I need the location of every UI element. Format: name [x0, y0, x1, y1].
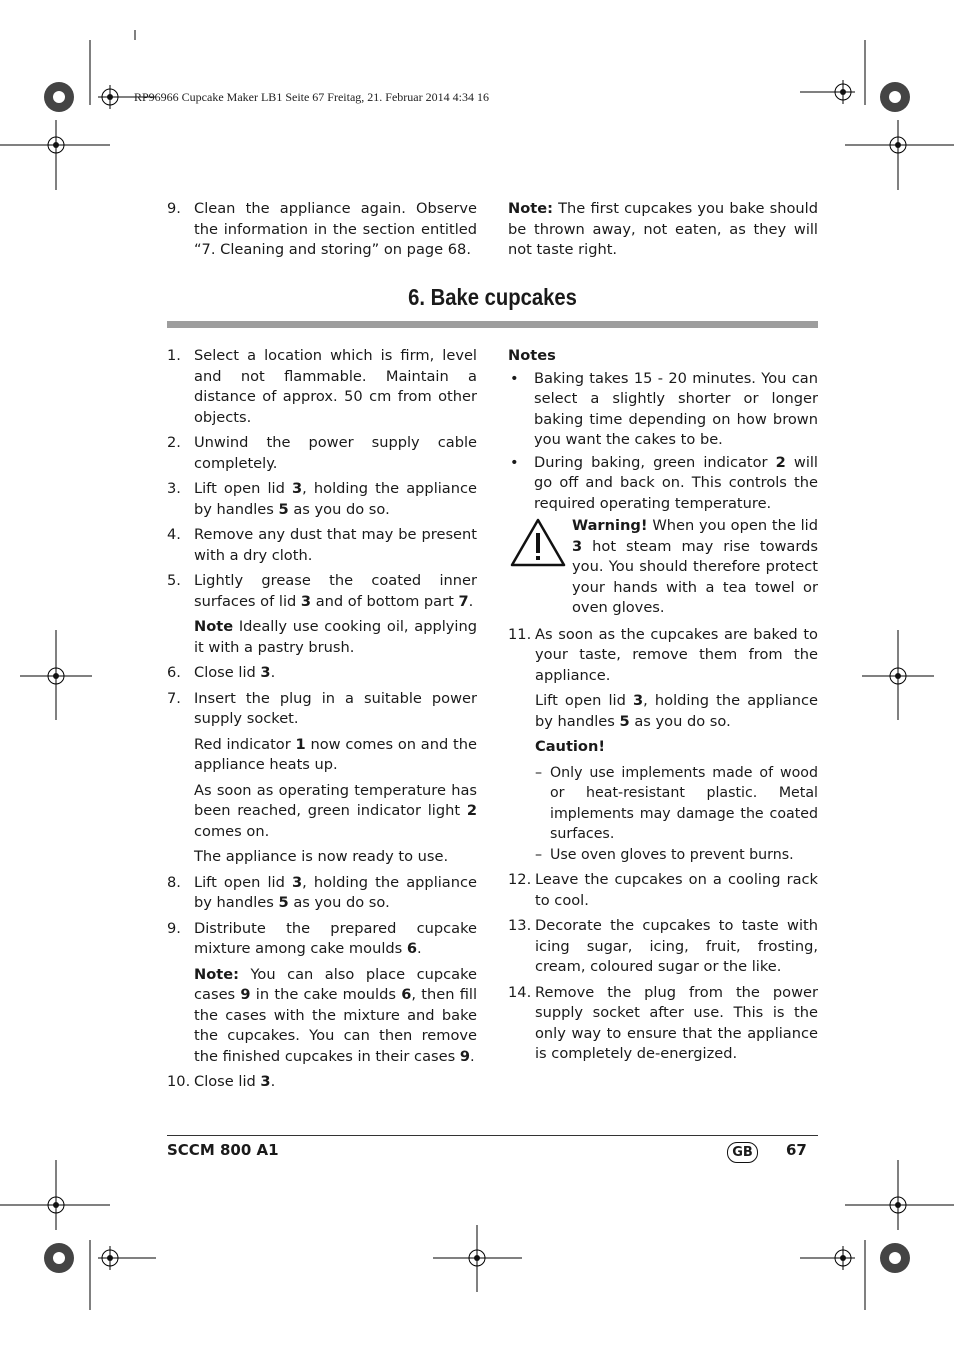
part-ref: 5 — [278, 894, 289, 911]
para-text: Red indicator — [194, 735, 296, 753]
steam-warning — [508, 516, 818, 619]
step-number: 4. — [167, 526, 181, 543]
step-text: . — [270, 664, 276, 681]
step-number: 8. — [167, 873, 181, 891]
step-text: Remove the plug from the power supply socket after use. This is the only way to ensure that the appliance is completely de-energized. — [535, 983, 818, 1062]
step-9-note — [167, 965, 477, 1068]
section-title: 6. Bake cupcakes — [408, 284, 577, 310]
caution-label: Caution! — [535, 738, 605, 755]
step-13 — [508, 916, 818, 978]
first-cupcakes-note — [508, 199, 818, 261]
step-4 — [167, 525, 477, 566]
note-label: Note — [194, 618, 234, 635]
notes-heading — [508, 346, 818, 367]
step-number: 10. — [167, 1073, 191, 1090]
note-text: , then fill the cases with the mixture and bake the cupcakes. You can then remove the finished cupcakes in their cases — [194, 986, 478, 1065]
dash-text: Use oven gloves to prevent burns. — [550, 846, 794, 863]
step-text: Remove any dust that may be present with a dry cloth. — [194, 526, 477, 564]
step-number: 7. — [167, 689, 181, 707]
part-ref: 1 — [295, 735, 306, 753]
part-ref: 3 — [292, 480, 303, 497]
step-number: 5. — [167, 572, 181, 589]
dash-icon: – — [535, 764, 543, 781]
bullet-icon: • — [510, 453, 519, 471]
part-ref: 7 — [458, 592, 469, 610]
note-green-indicator — [508, 453, 818, 515]
step-text: Lift open lid — [194, 873, 292, 891]
step-7-green-indicator — [167, 781, 477, 843]
part-ref: 3 — [300, 592, 312, 610]
step-11 — [508, 625, 818, 687]
note-label: Note: — [508, 200, 553, 217]
step-text: Leave the cupcakes on a cooling rack to cool. — [535, 871, 818, 909]
bullet-text: During baking, green indicator — [534, 453, 776, 471]
bullet-text: will go off and back on. This controls the required operating temperature. — [534, 453, 818, 512]
step-text: . — [417, 940, 422, 957]
step-number: 12. — [508, 871, 532, 888]
title-rule — [167, 321, 818, 328]
step-number: 1. — [167, 347, 181, 364]
step-text: , holding the appliance by handles — [194, 873, 477, 911]
part-ref: 3 — [633, 692, 644, 709]
part-ref: 3 — [260, 664, 271, 681]
step-text: Close lid — [194, 1073, 261, 1090]
note-text: You can also place cupcake cases — [194, 965, 477, 1003]
part-ref: 5 — [619, 712, 630, 730]
part-ref: 6 — [401, 986, 412, 1003]
step-text: Lightly grease the coated inner surfaces of lid — [194, 572, 477, 610]
bullet-text: Baking takes 15 - 20 minutes. You can select a slightly shorter or longer baking time depending on how brown you want the cakes to be. — [534, 369, 818, 448]
part-ref: 3 — [292, 873, 303, 891]
step-number: 11. — [508, 625, 532, 643]
step-text: and of bottom part — [311, 592, 459, 610]
language-badge: GB — [727, 1142, 758, 1163]
step-1 — [167, 346, 477, 428]
part-ref: 2 — [466, 802, 477, 819]
para-text: As soon as operating temperature has been reached, green indicator light — [194, 781, 477, 819]
step-3 — [167, 479, 477, 520]
caution-heading — [508, 737, 818, 758]
para-text: as you do so. — [629, 712, 731, 730]
step-12 — [508, 870, 818, 911]
part-ref: 9 — [459, 1047, 471, 1065]
step-text: , holding the appliance by handles — [194, 480, 477, 518]
note-label: Note: — [194, 965, 239, 983]
warning-text: hot steam may rise towards you. You should therefore protect your hands with a tea towel or oven gloves. — [572, 537, 818, 616]
part-ref: 5 — [278, 500, 289, 518]
step-text: as you do so. — [288, 500, 390, 518]
caution-gloves — [508, 845, 818, 866]
step-number: 6. — [167, 664, 181, 681]
file-slug: RP96966 Cupcake Maker LB1 Seite 67 Freitag, 21. Februar 2014 4:34 16 — [134, 90, 489, 104]
top-left-column — [167, 199, 477, 266]
step-8 — [167, 873, 477, 914]
note-text: . — [470, 1047, 475, 1065]
step-7-red-indicator — [167, 735, 477, 776]
para-text: The appliance is now ready to use. — [194, 848, 449, 865]
bullet-icon: • — [510, 369, 519, 387]
para-text: Lift open lid — [535, 692, 633, 709]
model-number: SCCM 800 A1 — [167, 1141, 279, 1159]
step-text: Clean the appliance again. Observe the information in the section entitled “7. Cleaning and storing” on page 68. — [194, 200, 477, 258]
step-number: 14. — [508, 983, 532, 1001]
footer-rule — [167, 1135, 818, 1136]
part-ref: 9 — [240, 986, 251, 1003]
part-ref: 3 — [260, 1073, 271, 1090]
page-number: 67 — [786, 1141, 807, 1159]
warning-text: When you open the lid — [647, 517, 818, 534]
step-5-note — [167, 617, 477, 658]
warning-label: Warning! — [572, 517, 648, 534]
step-2 — [167, 433, 477, 474]
step-number: 2. — [167, 434, 181, 451]
step-6 — [167, 663, 477, 684]
note-text: The first cupcakes you bake should be thrown away, not eaten, as they will not taste right. — [508, 200, 818, 258]
part-ref: 2 — [775, 453, 786, 471]
step-number: 9. — [167, 919, 181, 937]
step-text: Distribute the prepared cupcake mixture among cake moulds — [194, 919, 477, 957]
notes-heading-text: Notes — [508, 347, 556, 364]
step-text: Decorate the cupcakes to taste with icing sugar, icing, fruit, frosting, cream, coloured sugar or the like. — [535, 917, 818, 975]
step-text: Lift open lid — [194, 480, 292, 497]
dash-text: Only use implements made of wood or heat-resistant plastic. Metal implements may damage the coated surfaces. — [550, 764, 818, 842]
step-text: as you do so. — [288, 894, 390, 911]
dash-icon: – — [535, 846, 543, 863]
step-number: 13. — [508, 917, 532, 934]
right-column — [508, 346, 818, 1070]
step-text: Unwind the power supply cable completely. — [194, 434, 477, 472]
caution-implements — [508, 763, 818, 845]
step-11-lift-lid — [508, 691, 818, 732]
para-text: comes on. — [194, 822, 270, 840]
step-text: . — [270, 1073, 276, 1090]
step-number: 9. — [167, 200, 181, 217]
step-number: 3. — [167, 480, 181, 497]
left-column — [167, 346, 477, 1098]
part-ref: 6 — [406, 940, 418, 957]
step-text: Close lid — [194, 664, 261, 681]
step-7 — [167, 689, 477, 730]
step-text: Select a location which is firm, level and not flammable. Maintain a distance of approx. 50 cm from other objects. — [194, 347, 477, 426]
step-9 — [167, 919, 477, 960]
top-right-column — [508, 199, 818, 261]
warning-icon — [510, 518, 566, 568]
note-text: Ideally use cooking oil, applying it with a pastry brush. — [194, 618, 477, 656]
step-text: As soon as the cupcakes are baked to your taste, remove them from the appliance. — [535, 625, 818, 684]
step-5 — [167, 571, 477, 612]
step-10 — [167, 1072, 477, 1093]
step-7-ready — [167, 847, 477, 868]
para-text: , holding the appliance by handles — [535, 692, 818, 730]
step-text: . — [468, 592, 474, 610]
step-9-clean — [167, 199, 477, 261]
note-text: in the cake moulds — [250, 986, 402, 1003]
para-text: now comes on and the appliance heats up. — [194, 735, 477, 773]
note-baking-time — [508, 369, 818, 451]
part-ref: 3 — [572, 537, 583, 555]
step-text: Insert the plug in a suitable power supply socket. — [194, 689, 477, 727]
step-14 — [508, 983, 818, 1065]
